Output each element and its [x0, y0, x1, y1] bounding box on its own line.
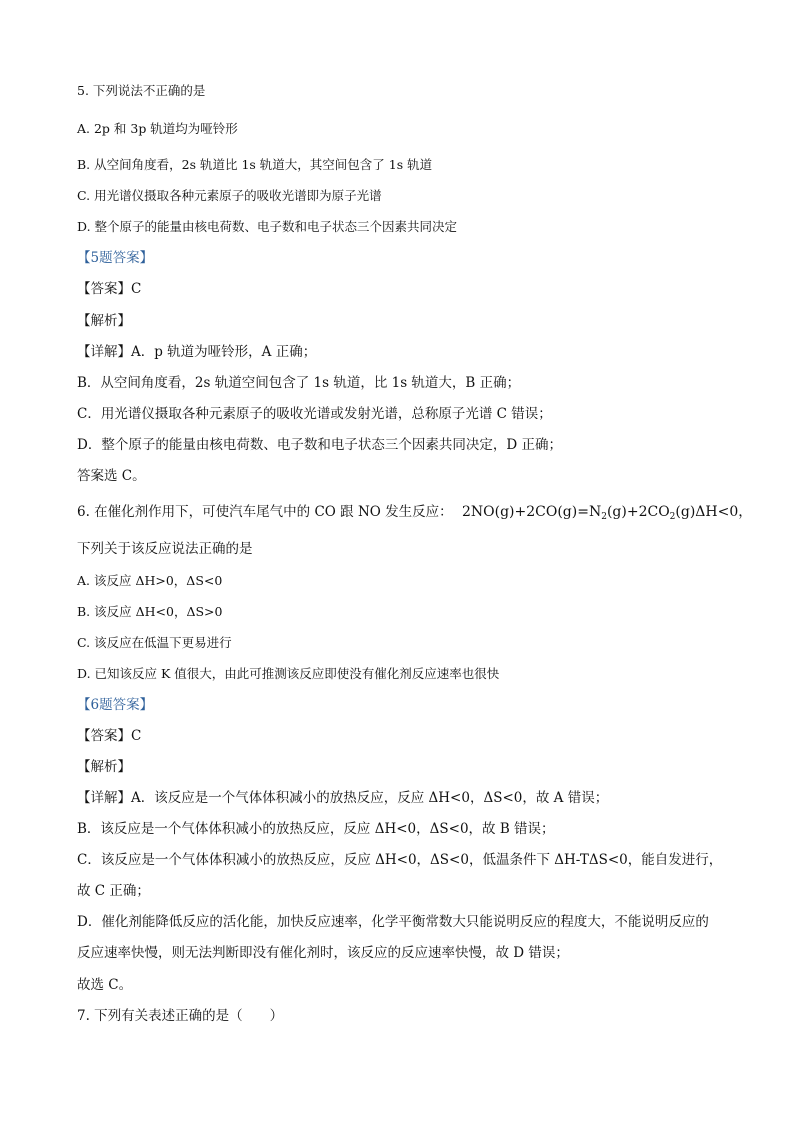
q6-answer-header: 【6题答案】: [77, 697, 154, 713]
q5-option-a: A. 2p 和 3p 轨道均为哑铃形: [77, 121, 238, 136]
q6-stem-2: 下列关于该反应说法正确的是: [77, 541, 253, 557]
q6-option-d: D. 已知该反应 K 值很大，由此可推测该反应即使没有催化剂反应速率也很快: [77, 666, 500, 681]
q5-option-c: C. 用光谱仪摄取各种元素原子的吸收光谱即为原子光谱: [77, 188, 382, 203]
q5-option-d: D. 整个原子的能量由核电荷数、电子数和电子状态三个因素共同决定: [77, 219, 458, 234]
q5-detail-3: C．用光谱仪摄取各种元素原子的吸收光谱或发射光谱，总称原子光谱 C 错误；: [77, 406, 552, 422]
q6-detail-2: B．该反应是一个气体体积减小的放热反应，反应 ΔH<0，ΔS<0，故 B 错误；: [77, 821, 555, 837]
q5-option-b: B. 从空间角度看，2s 轨道比 1s 轨道大，其空间包含了 1s 轨道: [77, 157, 433, 172]
q6-option-a: A. 该反应 ΔH>0，ΔS<0: [77, 573, 223, 588]
q5-detail-2: B．从空间角度看，2s 轨道空间包含了 1s 轨道，比 1s 轨道大，B 正确；: [77, 375, 521, 391]
q6-option-c: C. 该反应在低温下更易进行: [77, 635, 232, 650]
q6-detail-5: D．催化剂能降低反应的活化能，加快反应速率，化学平衡常数大只能说明反应的程度大，不能说明反应的: [77, 914, 709, 930]
q5-stem: 5. 下列说法不正确的是: [77, 83, 206, 98]
q6-detail-4: 故 C 正确；: [77, 883, 150, 899]
q5-analysis-label: 【解析】: [77, 313, 131, 329]
q5-answer-header: 【5题答案】: [77, 250, 154, 266]
q5-detail-5: 答案选 C。: [77, 468, 146, 484]
q5-detail-4: D．整个原子的能量由核电荷数、电子数和电子状态三个因素共同决定，D 正确；: [77, 437, 562, 453]
q6-option-b: B. 该反应 ΔH<0，ΔS>0: [77, 604, 223, 619]
q6-stem: 6. 在催化剂作用下，可使汽车尾气中的 CO 跟 NO 发生反应：: [77, 504, 453, 520]
q6-detail-3: C．该反应是一个气体体积减小的放热反应，反应 ΔH<0，ΔS<0，低温条件下 ΔH-TΔS<0，能自发进行，: [77, 852, 723, 868]
q6-answer: 【答案】C: [77, 728, 142, 744]
q7-stem: 7. 下列有关表述正确的是（ ）: [77, 1008, 284, 1024]
q6-detail-6: 反应速率快慢，则无法判断即没有催化剂时，该反应的反应速率快慢，故 D 错误；: [77, 945, 569, 961]
q6-detail-7: 故选 C。: [77, 977, 133, 993]
q6-analysis-label: 【解析】: [77, 759, 131, 775]
q5-detail-1: 【详解】A．p 轨道为哑铃形，A 正确；: [77, 344, 317, 360]
q6-reaction-equation: $2NO(g)+2CO(g)=N_2(g)+2CO_2(g)\Delta H<0$，: [462, 504, 753, 522]
q6-detail-1: 【详解】A．该反应是一个气体体积减小的放热反应，反应 ΔH<0，ΔS<0，故 A 错误；: [77, 790, 609, 806]
q5-answer: 【答案】C: [77, 281, 142, 297]
